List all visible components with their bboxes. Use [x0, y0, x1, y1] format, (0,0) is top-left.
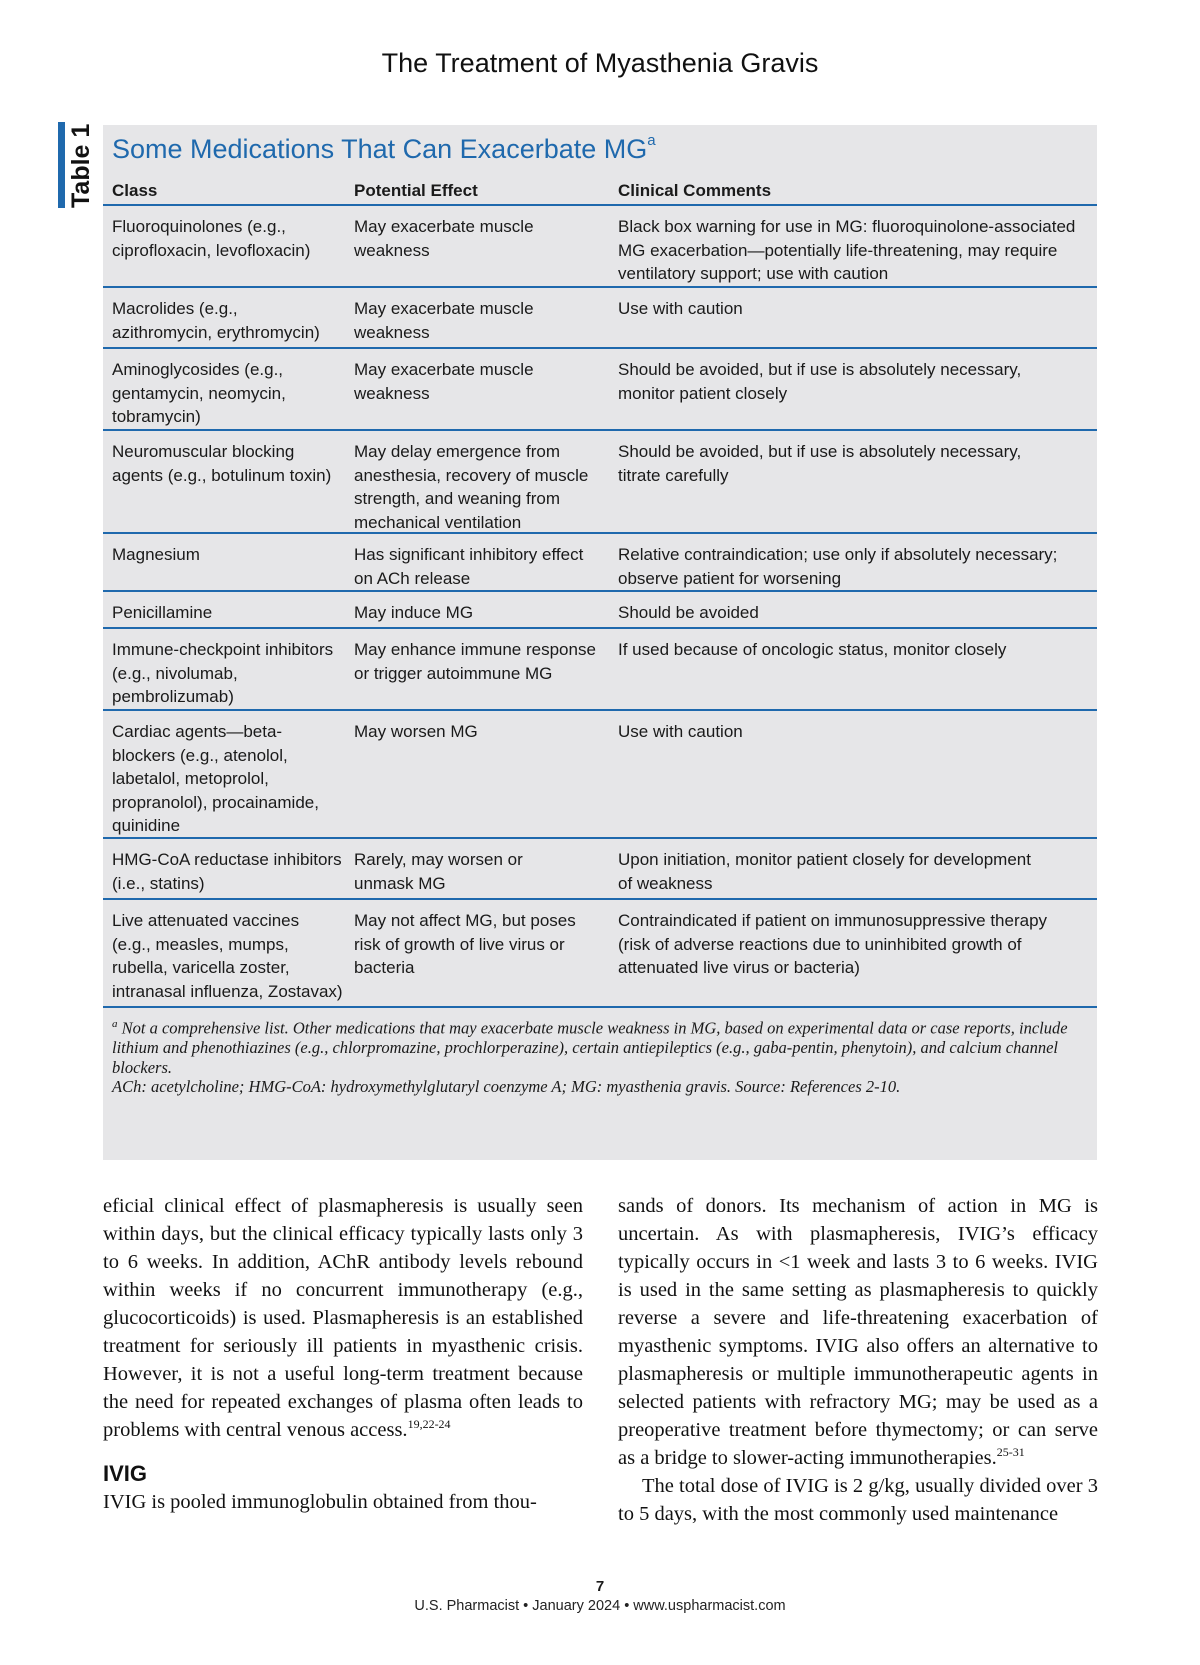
- cell-clinical-comments: Relative contraindication; use only if absolutely necessary; observe patient for worsening: [618, 545, 1058, 588]
- table-title: Some Medications That Can Exacerbate $MG^a$: [112, 132, 656, 164]
- cell-potential-effect: May not affect MG, but poses risk of growth of live virus or bacteria: [354, 911, 576, 977]
- body-column-right: [618, 1192, 1098, 1528]
- cell-class: Fluoroquinolones (e.g., ciprofloxacin, levofloxacin): [112, 217, 311, 260]
- cell-potential-effect: May delay emergence from anesthesia, recovery of muscle strength, and weaning from mechanical ventilation: [354, 442, 589, 532]
- cell-clinical-comments: Use with caution: [618, 299, 743, 318]
- cell-class: Penicillamine: [112, 603, 213, 622]
- cell-potential-effect: May worsen MG: [354, 722, 478, 741]
- header-potential-effect: Potential Effect: [354, 181, 478, 200]
- body-column-left: [103, 1192, 583, 1516]
- paragraph-ivig-intro: IVIG is pooled immunoglobulin obtained from thou-: [103, 1491, 537, 1513]
- cell-clinical-comments: Should be avoided, but if use is absolutely necessary, titrate carefully: [618, 442, 1022, 485]
- table-row: [103, 349, 1097, 431]
- table-row: [103, 900, 1097, 1008]
- cell-class: HMG-CoA reductase inhibitors (i.e., statins): [112, 850, 342, 893]
- cell-potential-effect: May exacerbate muscle weakness: [354, 360, 534, 403]
- running-title: The Treatment of Myasthenia Gravis: [381, 48, 819, 78]
- cell-potential-effect: May enhance immune response or trigger autoimmune MG: [354, 640, 596, 683]
- table-row: [103, 629, 1097, 711]
- cell-class: Immune-checkpoint inhibitors (e.g., nivolumab, pembrolizumab): [112, 640, 334, 706]
- paragraph-ivig-mechanism: sands of donors. Its mechanism of action in MG is uncertain. As with plasmapheresis, IVIG’s efficacy typically occurs in <1 week and lasts 3 to 6 weeks. IVIG is used in the same setting as plasmapheresis to quickly reverse a severe and life-threatening exacerbation of myasthenic symptoms. IVIG also offers an alternative to plasmapheresis or multiple immunotherapeutic agents in selected patients with refractory MG; may be used as a preoperative treatment before thymectomy; or can serve as a bridge to slower-acting immunotherapies.$^{25-31}$: [618, 1195, 1098, 1469]
- table-row: [103, 206, 1097, 288]
- cell-class: Neuromuscular blocking agents (e.g., botulinum toxin): [112, 442, 332, 485]
- table-row: [103, 431, 1097, 534]
- table-row: [103, 711, 1097, 839]
- cell-clinical-comments: If used because of oncologic status, monitor closely: [618, 640, 1007, 659]
- table-row: [103, 592, 1097, 629]
- cell-clinical-comments: Use with caution: [618, 722, 743, 741]
- cell-class: Magnesium: [112, 545, 200, 564]
- header-class: Class: [112, 181, 158, 200]
- cell-class: Cardiac agents—beta- blockers (e.g., atenolol, labetalol, metoprolol, propranolol), procainamide, quinidine: [112, 722, 319, 835]
- cell-potential-effect: Has significant inhibitory effect on ACh release: [354, 545, 584, 588]
- cell-class: Aminoglycosides (e.g., gentamycin, neomycin, tobramycin): [112, 360, 286, 426]
- cell-clinical-comments: Black box warning for use in MG: fluoroquinolone-associated MG exacerbation—potentially life-threatening, may require ventilatory support; use with caution: [618, 217, 1076, 283]
- medications-table: [103, 125, 1097, 1160]
- page-number: 7: [595, 1578, 605, 1595]
- table-row: [103, 839, 1097, 900]
- section-heading-ivig: IVIG: [103, 1461, 148, 1486]
- footnote-abbreviations: ACh: acetylcholine; HMG-CoA: hydroxymethylglutaryl coenzyme A; MG: myasthenia gravis. Source: References 2-10.: [112, 1077, 901, 1096]
- table-tab-label: Table 1: [67, 123, 95, 208]
- cell-class: Macrolides (e.g., azithromycin, erythromycin): [112, 299, 320, 342]
- table-header-row: [103, 176, 1097, 206]
- page-footer: U.S. Pharmacist • January 2024 • www.uspharmacist.com: [414, 1598, 786, 1614]
- cell-potential-effect: May induce MG: [354, 603, 474, 622]
- paragraph-ivig-dose: The total dose of IVIG is 2 g/kg, usually divided over 3 to 5 days, with the most commonly used maintenance: [618, 1475, 1098, 1525]
- footnote-a: Not a comprehensive list. Other medications that may exacerbate muscle weakness in MG, based on experimental data or case reports, include lithium and phenothiazines (e.g., chlorpromazine, prochlorperazine), certain antiepileptics (e.g., gaba-pentin, phenytoin), and calcium channel blockers.: [112, 1018, 1068, 1077]
- cell-class: Live attenuated vaccines (e.g., measles, mumps, rubella, varicella zoster, intranasal influenza, Zostavax): [112, 911, 343, 1001]
- cell-clinical-comments: Should be avoided: [618, 603, 759, 622]
- cell-clinical-comments: Upon initiation, monitor patient closely for development of weakness: [618, 850, 1031, 893]
- cell-potential-effect: May exacerbate muscle weakness: [354, 217, 534, 260]
- header-clinical-comments: Clinical Comments: [618, 181, 772, 200]
- cell-potential-effect: May exacerbate muscle weakness: [354, 299, 534, 342]
- table-grid: [103, 176, 1097, 1008]
- table-row: [103, 288, 1097, 349]
- cell-clinical-comments: Should be avoided, but if use is absolutely necessary, monitor patient closely: [618, 360, 1022, 403]
- table-row: [103, 534, 1097, 592]
- cell-potential-effect: Rarely, may worsen or unmask MG: [354, 850, 523, 893]
- table-footnote: $^a$ Not a comprehensive list. Other medications that may exacerbate muscle weakness in MG, based on experimental data or case reports, include lithium and phenothiazines (e.g., chlorpromazine, prochlorperazine), certain antiepileptics (e.g., gaba-pentin, phenytoin), and calcium channel blockers. ACh: acetylcholine; HMG-CoA: hydroxymethylglutaryl coenzyme A; MG: myasthenia gravis. Source: References 2-10.: [112, 1008, 1097, 1097]
- cell-clinical-comments: Contraindicated if patient on immunosuppressive therapy (risk of adverse reactions due to uninhibited growth of attenuated live virus or bacteria): [618, 911, 1048, 977]
- paragraph-plasmapheresis: eficial clinical effect of plasmapheresis is usually seen within days, but the clinical efficacy typically lasts only 3 to 6 weeks. In addition, AChR antibody levels rebound within weeks if no concurrent immunotherapy (e.g., glucocorticoids) is used. Plasmapheresis is an established treatment for seriously ill patients in myasthenic crisis. However, it is not a useful long-term treatment because the need for repeated exchanges of plasma often leads to problems with central venous access.$^{19,22-24}$: [103, 1195, 583, 1441]
